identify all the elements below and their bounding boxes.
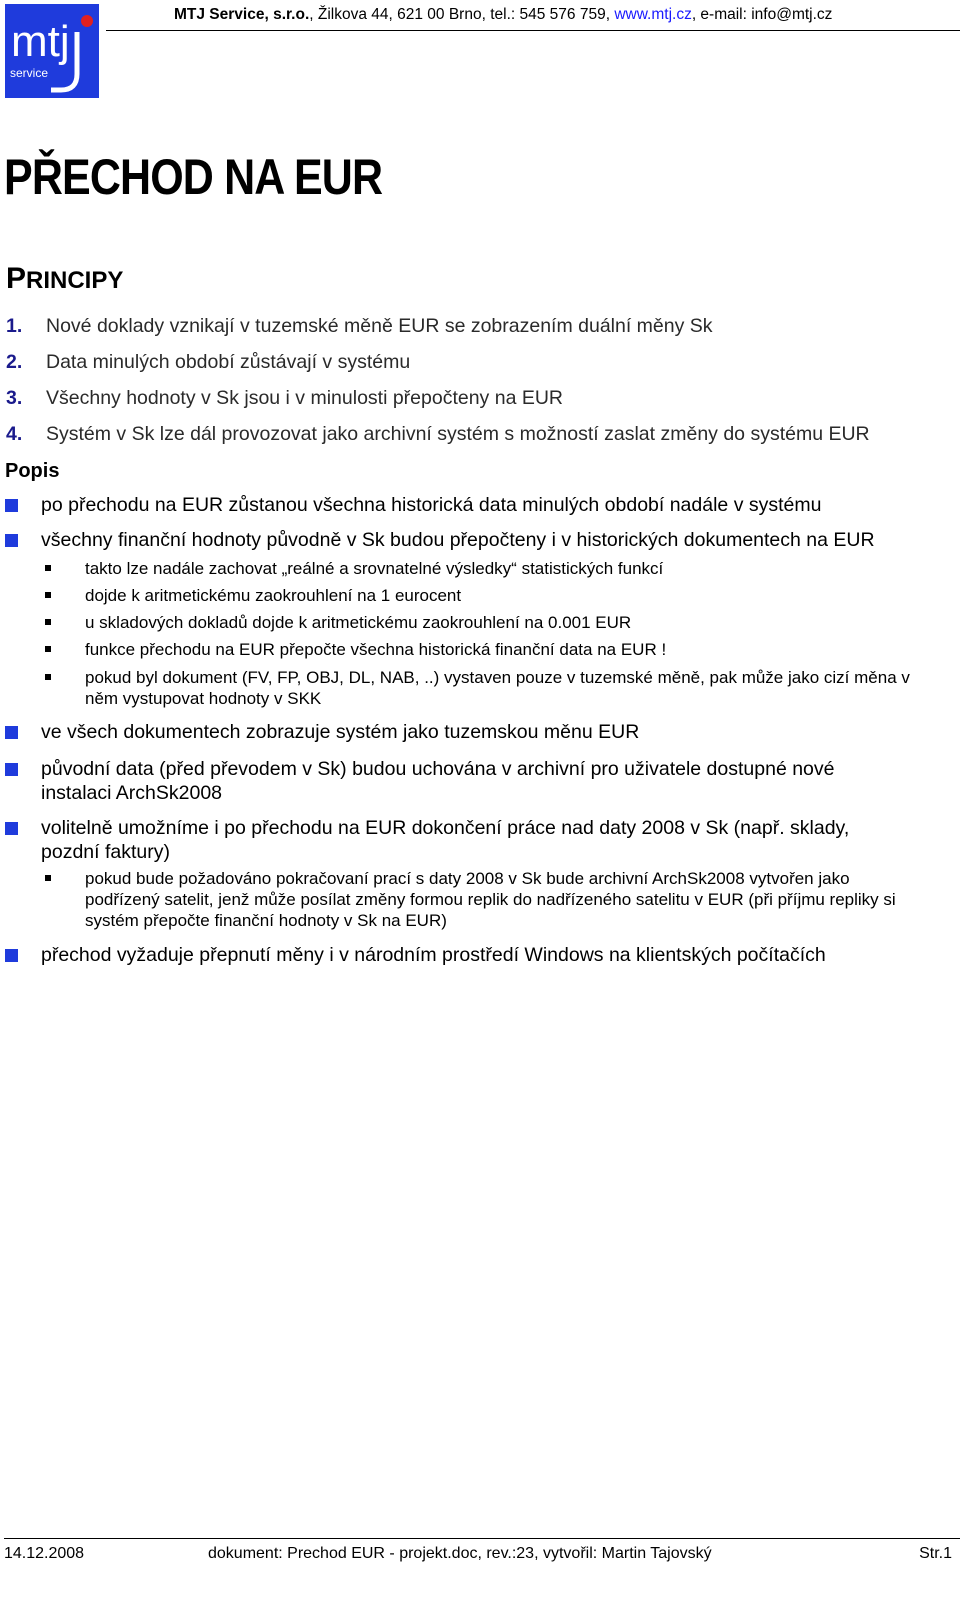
small-square-bullet-icon	[45, 565, 51, 571]
small-square-bullet-icon	[45, 619, 51, 625]
list-item: 1. Nové doklady vznikají v tuzemské měně EUR se zobrazením duální měny Sk	[6, 315, 713, 337]
square-bullet-icon	[5, 499, 18, 512]
square-bullet-icon	[5, 726, 18, 739]
small-square-bullet-icon	[45, 646, 51, 652]
small-square-bullet-icon	[45, 592, 51, 598]
footer-page-number: Str.1	[919, 1545, 952, 1562]
company-logo	[5, 4, 99, 98]
footer-document: dokument: Prechod EUR - projekt.doc, rev.:23, vytvořil: Martin Tajovský	[208, 1545, 712, 1562]
header-contact	[174, 6, 832, 24]
square-bullet-icon	[5, 763, 18, 776]
logo-subtext: service	[10, 66, 49, 80]
page-title: PŘECHOD NA EUR	[4, 149, 383, 205]
header-company: MTJ Service, s.r.o.	[174, 6, 310, 23]
square-bullet-icon	[5, 822, 18, 835]
list-item: 4. Systém v Sk lze dál provozovat jako archivní systém s možností zaslat změny do systému EUR	[6, 423, 870, 445]
logo-dot	[81, 15, 93, 27]
logo-wordmark: mtj	[11, 17, 70, 66]
footer-rule	[4, 1538, 960, 1539]
square-bullet-icon	[5, 949, 18, 962]
small-square-bullet-icon	[45, 875, 51, 881]
list-item: 2. Data minulých období zůstávají v systému	[6, 351, 411, 373]
header-email: , e-mail: info@mtj.cz	[691, 6, 833, 23]
small-square-bullet-icon	[45, 674, 51, 680]
popis-heading: Popis	[5, 460, 60, 482]
header-rule	[106, 30, 960, 31]
section-heading-principy: PRINCIPY	[6, 262, 124, 295]
footer-date: 14.12.2008	[4, 1545, 85, 1562]
header-web-link[interactable]: www.mtj.cz	[614, 6, 692, 23]
list-item: 3. Všechny hodnoty v Sk jsou i v minulosti přepočteny na EUR	[6, 387, 564, 409]
header-address: , Žilkova 44, 621 00 Brno, tel.: 545 576 759,	[309, 6, 615, 23]
principles-list	[6, 315, 870, 459]
square-bullet-icon	[5, 534, 18, 547]
